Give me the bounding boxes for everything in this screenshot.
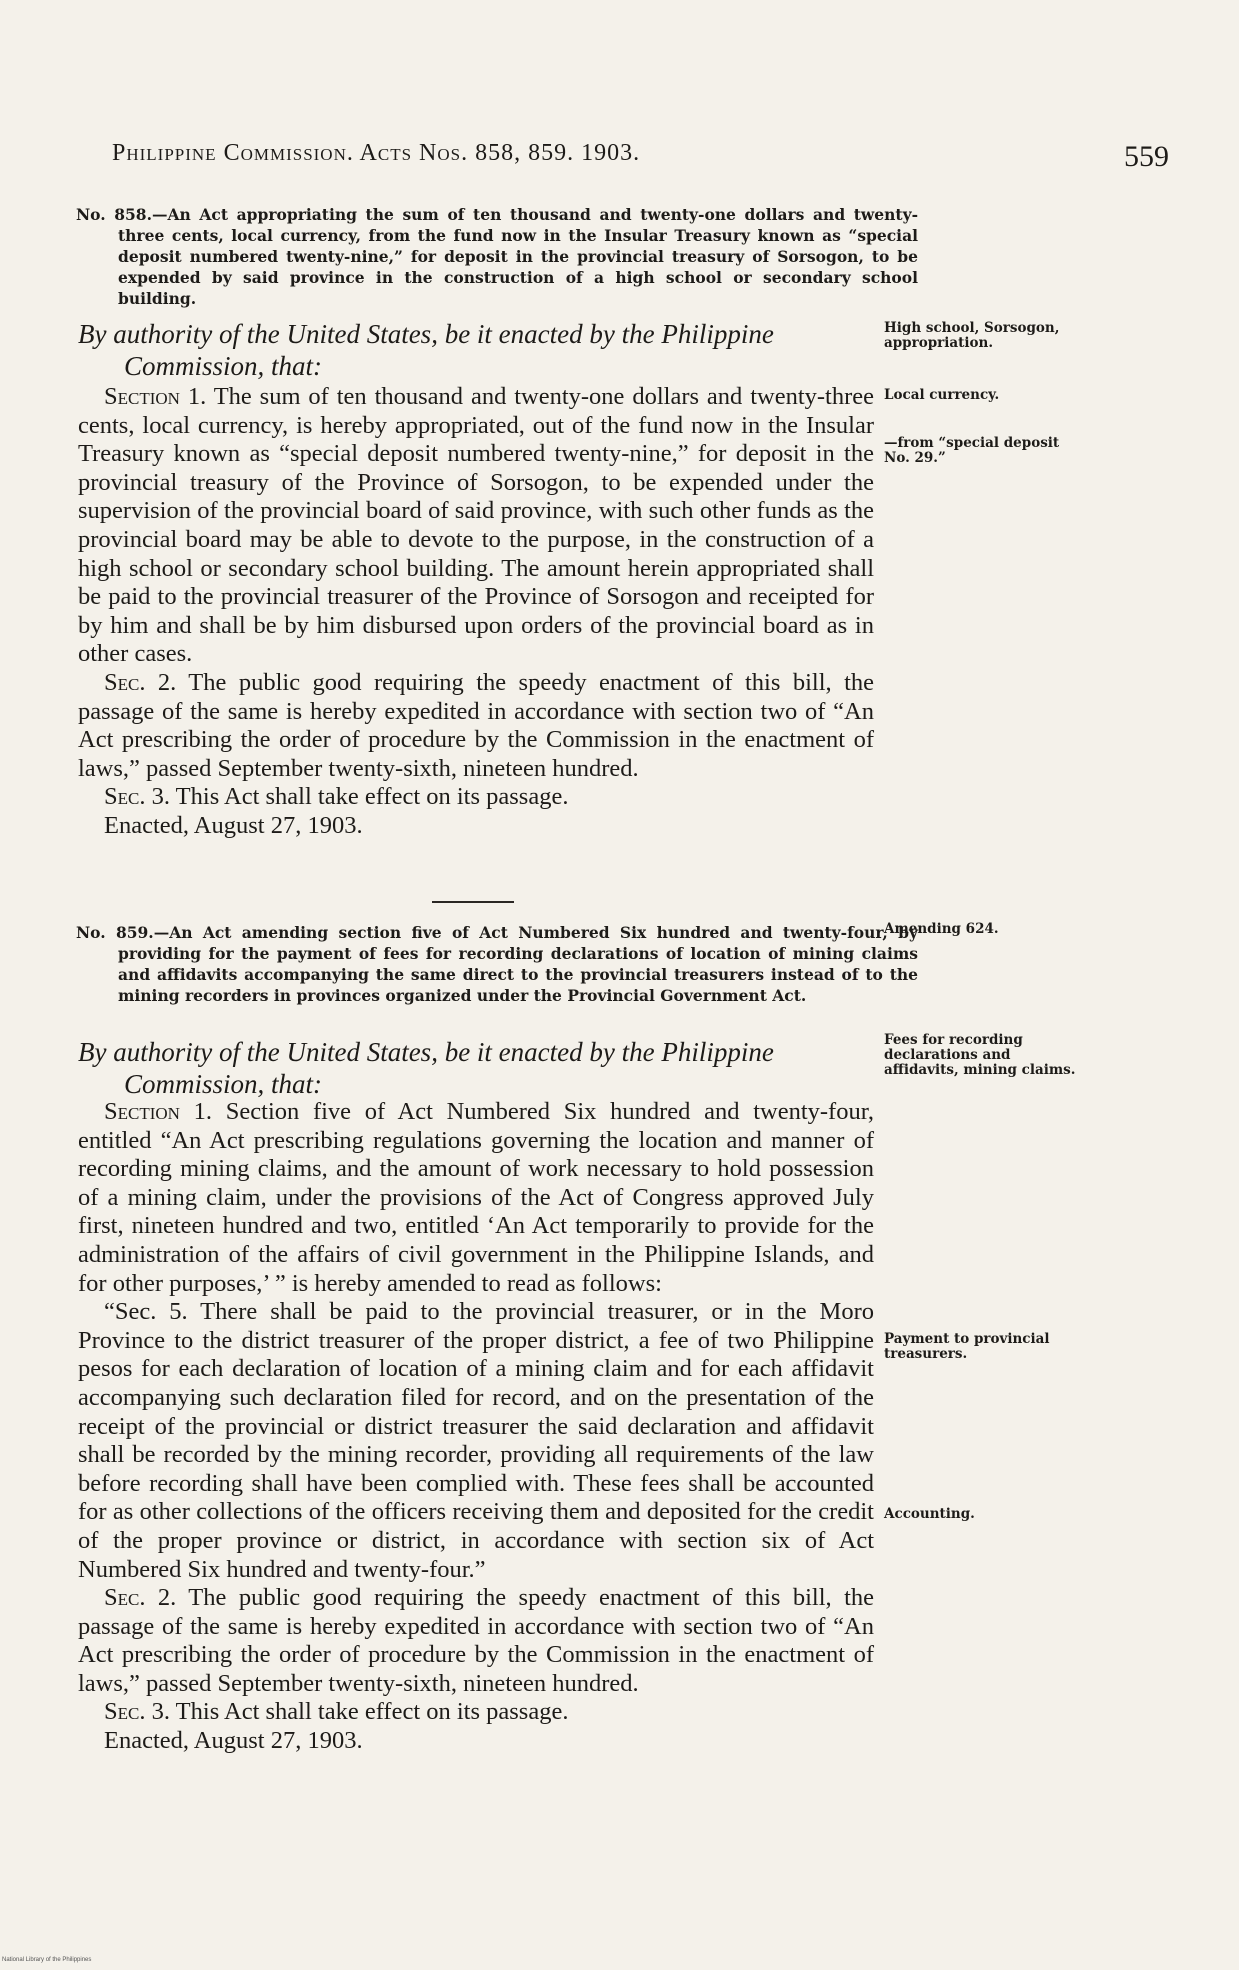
act-858-sec1-text: The sum of ten thousand and twenty-one dollars and twenty-three cents, local currency, is hereby appropriated, out of the fund now in the Insular Treasury known as “special deposit numbered twenty-nine,” for deposit in the provincial treasury of the Province of Sorsogon, to be expended under the supervision of the provincial board of said province, with such other funds as the provincial board may be able to devote to the purpose, in the construction of a high school or secondary school building. The amount herein appropriated shall be paid to the provincial treasurer of the Province of Sorsogon and receipted for by him and shall be by him disbursed upon orders of the provincial board as in other cases. [78,383,874,668]
act-858-sec1-label: Section 1. [104,383,207,410]
act-858-sec3-text: This Act shall take effect on its passage. [169,783,569,811]
running-head: Philippine Commission. Acts Nos. 858, 859. 1903. [112,140,641,166]
margin-note-fees-recording: Fees for recording declarations and affidavits, mining claims. [884,1032,1076,1078]
act-859-section-5-quote: “Sec. 5. There shall be paid to the provincial treasurer, or in the Moro Province to the district treasurer of the proper district, a fee of two Philippine pesos for each declaration of location of a mining claim and for each affidavit accompanying such declaration filed for record, and on the presentation of the receipt of the provincial or district treasurer the said declaration and affidavit shall be recorded by the mining recorder, providing all requirements of the law before recording shall have been complied with. These fees shall be accounted for as other collections of the officers receiving them and deposited for the credit of the proper province or district, in accordance with section six of Act Numbered Six hundred and twenty-four.” [78,1298,874,1583]
act-859-sec2-label: Sec. 2. [104,1584,177,1612]
margin-note-high-school: High school, Sorsogon, appropriation. [884,320,1060,351]
margin-note-special-deposit: —from “special deposit No. 29.” [884,435,1060,466]
act-859-sec3-text: This Act shall take effect on its passage. [169,1698,569,1726]
act-divider [432,901,514,903]
act-858-title-text: —An Act appropriating the sum of ten thousand and twenty-one dollars and twenty-three cents, local currency, from the fund now in the Insular Treasury known as “special deposit numbered twenty-nine,” for deposit in the provincial treasury of Sorsogon, to be expended by said province in the construction of a high school or secondary school building. [118,205,919,308]
footer-library-credit: National Library of the Philippines [2,1957,92,1963]
act-858-section-3 [78,783,874,812]
margin-note-accounting: Accounting. [884,1506,975,1522]
act-859-number: No. 859. [76,923,154,942]
act-859-section-3 [78,1698,874,1727]
act-858-section-1 [78,383,874,669]
act-858-sec2-label: Sec. 2. [104,668,177,696]
margin-note-amending-624: Amending 624. [884,921,999,937]
act-858-section-2 [78,669,874,783]
page-number: 559 [1124,140,1169,173]
act-859-sec3-label: Sec. 3. [104,1698,170,1726]
margin-note-payment: Payment to provincial treasurers. [884,1331,1050,1362]
act-859-enact-line1: By authority of the United States, be it enacted by the Philippine [78,1037,774,1067]
act-859-title-text: —An Act amending section five of Act Numbered Six hundred and twenty-four, by providing for the payment of fees for recording declarations of location of mining claims and affidavits accompanying the same direct to the provincial treasurers instead of to the mining recorders in provinces organized under the Provincial Government Act. [118,923,918,1005]
act-859-sec1-text: Section five of Act Numbered Six hundred and twenty-four, entitled “An Act prescribing regulations governing the location and manner of recording mining claims, and the amount of work necessary to hold possession of a mining claim, under the provisions of the Act of Congress approved July first, nineteen hundred and two, entitled ‘An Act temporarily to provide for the administration of the affairs of civil government in the Philippine Islands, and for other purposes,’ ” is hereby amended to read as follows: [78,1098,875,1297]
act-858-enacted: Enacted, August 27, 1903. [104,811,363,839]
act-858-sec2-text: The public good requiring the speedy enactment of this bill, the passage of the same is hereby expedited in accordance with section two of “An Act prescribing the order of procedure by the Commission in the enactment of laws,” passed September twenty-sixth, nineteen hundred. [78,668,874,782]
act-859-sec1-label: Section 1. [104,1098,213,1125]
act-858-enact-line1: By authority of the United States, be it enacted by the Philippine [78,319,774,349]
act-858-body [78,383,874,841]
act-859-title [76,922,918,1006]
act-858-number: No. 858. [76,205,152,224]
act-859-section-1 [78,1098,874,1298]
act-859-section-2 [78,1584,874,1698]
act-858-enact-line2: Commission, that: [124,351,323,381]
act-859-enacted: Enacted, August 27, 1903. [104,1727,363,1755]
margin-note-local-currency: Local currency. [884,387,1000,403]
act-858-sec3-label: Sec. 3. [104,783,170,811]
act-859-sec2-text: The public good requiring the speedy enactment of this bill, the passage of the same is hereby expedited in accordance with section two of “An Act prescribing the order of procedure by the Commission in the enactment of laws,” passed September twenty-sixth, nineteen hundred. [78,1584,874,1697]
act-858-title [76,204,918,309]
act-858-enacting-clause [78,318,874,382]
act-859-enacting-clause [78,1036,874,1100]
act-859-enact-line2: Commission, that: [124,1069,323,1099]
act-859-body [78,1098,874,1756]
